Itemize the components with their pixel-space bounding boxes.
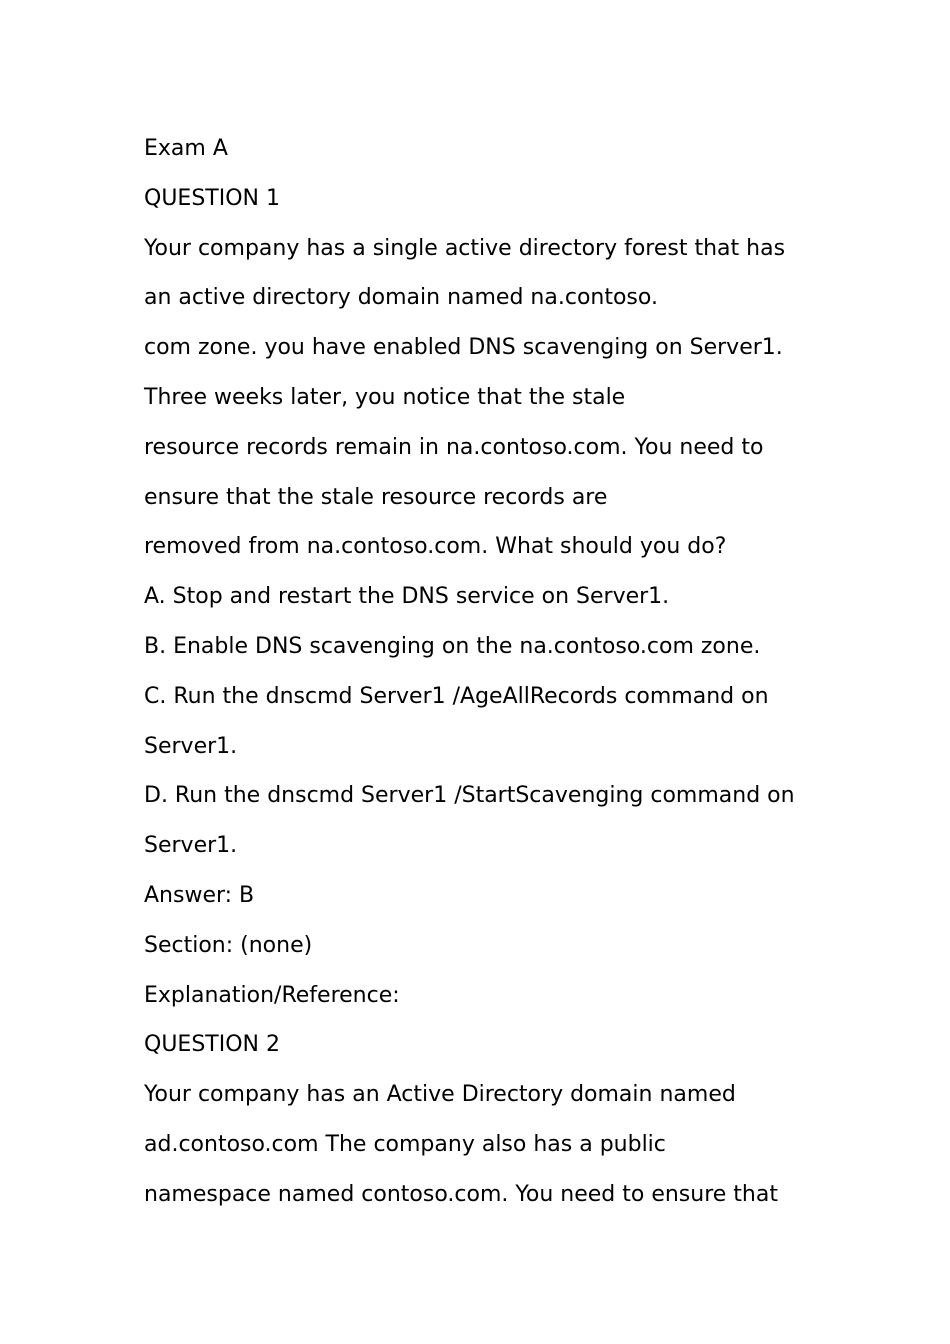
option-d: D. Run the dnscmd Server1 /StartScavenging command on <box>144 783 795 809</box>
question-2-text-line: namespace named contoso.com. You need to ensure that <box>144 1181 778 1207</box>
question-2-text-line: Your company has an Active Directory domain named <box>144 1082 736 1108</box>
question-2-text-line: ad.contoso.com The company also has a public <box>144 1131 666 1157</box>
option-d-continued: Server1. <box>144 833 238 859</box>
option-c-continued: Server1. <box>144 733 238 759</box>
option-b: B. Enable DNS scavenging on the na.contoso.com zone. <box>144 633 761 659</box>
question-1-text-line: ensure that the stale resource records are <box>144 484 608 510</box>
option-c: C. Run the dnscmd Server1 /AgeAllRecords command on <box>144 683 769 709</box>
question-1-text-line: an active directory domain named na.contoso. <box>144 285 658 311</box>
answer-line: Answer: B <box>144 882 255 908</box>
option-a: A. Stop and restart the DNS service on Server1. <box>144 584 670 610</box>
question-1-heading: QUESTION 1 <box>144 185 280 211</box>
explanation-line: Explanation/Reference: <box>144 982 400 1008</box>
section-line: Section: (none) <box>144 932 313 958</box>
document-body <box>144 124 844 1220</box>
question-1-text-line: resource records remain in na.contoso.com. You need to <box>144 434 764 460</box>
question-1-text-line: com zone. you have enabled DNS scavenging on Server1. <box>144 335 783 361</box>
question-1-text-line: Your company has a single active directory forest that has <box>144 235 786 261</box>
question-1-text-line: Three weeks later, you notice that the stale <box>144 384 626 410</box>
question-2-heading: QUESTION 2 <box>144 1032 280 1058</box>
question-1-text-line: removed from na.contoso.com. What should you do? <box>144 534 727 560</box>
exam-heading: Exam A <box>144 136 228 161</box>
